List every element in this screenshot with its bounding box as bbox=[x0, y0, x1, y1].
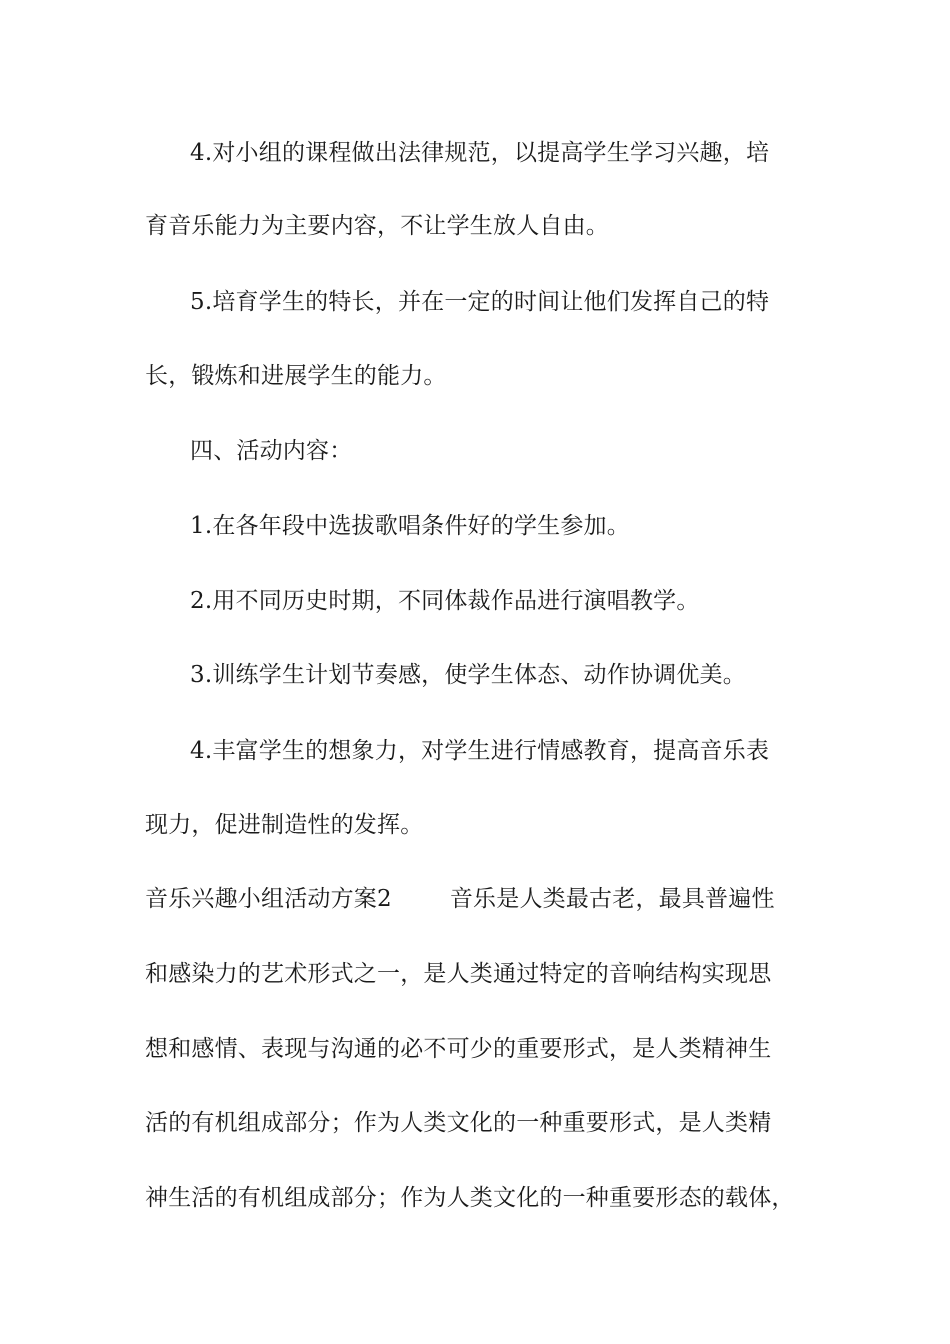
paragraph-line: 4.丰富学生的想象力，对学生进行情感教育，提高音乐表 bbox=[190, 738, 770, 764]
paragraph-line: 想和感情、表现与沟通的必不可少的重要形式，是人类精神生 bbox=[145, 1036, 772, 1062]
paragraph-line: 和感染力的艺术形式之一，是人类通过特定的音响结构实现思 bbox=[145, 961, 772, 987]
list-item: 1.在各年段中选拔歌唱条件好的学生参加。 bbox=[190, 513, 630, 539]
list-item: 3.训练学生计划节奏感，使学生体态、动作协调优美。 bbox=[190, 662, 746, 688]
list-item: 2.用不同历史时期，不同体裁作品进行演唱教学。 bbox=[190, 588, 700, 614]
paragraph-line: 4.对小组的课程做出法律规范，以提高学生学习兴趣，培 bbox=[190, 140, 770, 166]
paragraph-line: 长，锻炼和进展学生的能力。 bbox=[145, 363, 447, 389]
paragraph-line: 育音乐能力为主要内容，不让学生放人自由。 bbox=[145, 213, 609, 239]
section-title-line bbox=[145, 885, 825, 913]
paragraph-line: 神生活的有机组成部分；作为人类文化的一种重要形态的载体， bbox=[145, 1185, 795, 1211]
section-heading: 四、活动内容： bbox=[190, 438, 353, 464]
paragraph-line: 5.培育学生的特长，并在一定的时间让他们发挥自己的特 bbox=[190, 289, 770, 315]
paragraph-text: 音乐是人类最古老，最具普遍性 bbox=[449, 886, 775, 912]
paragraph-line: 现力，促进制造性的发挥。 bbox=[145, 812, 424, 838]
paragraph-line: 活的有机组成部分；作为人类文化的一种重要形式，是人类精 bbox=[145, 1110, 772, 1136]
section-title: 音乐兴趣小组活动方案2 bbox=[145, 886, 392, 912]
